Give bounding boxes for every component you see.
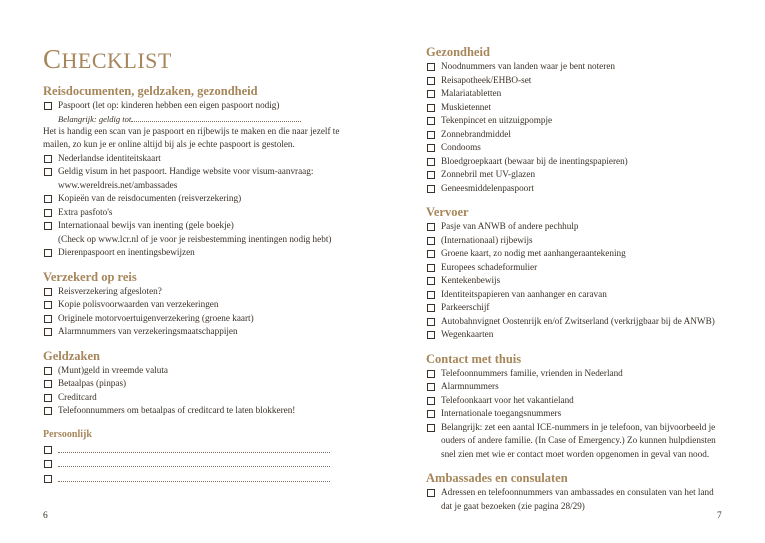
checkbox[interactable]: [44, 102, 52, 110]
checkbox[interactable]: [427, 264, 435, 272]
checklist-item: Betaalpas (pinpas): [43, 377, 343, 391]
checklist-item: Paspoort (let op: kinderen hebben een eigen paspoort nodig): [43, 99, 343, 113]
checkbox[interactable]: [427, 223, 435, 231]
checkbox[interactable]: [44, 394, 52, 402]
checklist-item: Europees schadeformulier: [426, 261, 726, 275]
checkbox[interactable]: [427, 171, 435, 179]
checkbox[interactable]: [427, 237, 435, 245]
checklist-item: Muskietennet: [426, 101, 726, 115]
section-title: Vervoer: [426, 205, 469, 219]
checklist-item: Telefoonnummers om betaalpas of creditcard te laten blokkeren!: [43, 404, 343, 418]
checklist-item: Telefoonnummers familie, vrienden in Nederland: [426, 367, 726, 381]
left-column: [43, 46, 343, 496]
checkbox[interactable]: [44, 222, 52, 230]
checkbox[interactable]: [44, 460, 52, 468]
checkbox[interactable]: [44, 209, 52, 217]
checkbox[interactable]: [44, 195, 52, 203]
item-continuation: www.wereldreis.net/ambassades: [58, 179, 178, 190]
checkbox[interactable]: [44, 367, 52, 375]
checklist-item: Originele motorvoertuigenverzekering (groene kaart): [43, 312, 343, 326]
right-column: [426, 45, 726, 523]
checkbox[interactable]: [427, 331, 435, 339]
checkbox[interactable]: [427, 104, 435, 112]
section-title: Reisdocumenten, geldzaken, gezondheid: [43, 84, 258, 98]
page-number: 6: [43, 511, 48, 521]
section-ambassades: [426, 471, 726, 513]
checkbox[interactable]: [44, 288, 52, 296]
checklist-item: Wegenkaarten: [426, 328, 726, 342]
item-continuation: (Check op www.lcr.nl of je voor je reisbestemming inentingen nodig hebt): [58, 233, 332, 244]
section-verzekerd: [43, 270, 343, 339]
section-title: Geldzaken: [43, 348, 100, 363]
checklist-item: (Munt)geld in vreemde valuta: [43, 364, 343, 378]
fill-in-line[interactable]: [58, 472, 330, 482]
checkbox[interactable]: [427, 117, 435, 125]
page-number: 7: [717, 511, 722, 521]
checkbox[interactable]: [44, 380, 52, 388]
checklist-item: Noodnummers van landen waar je bent noteren: [426, 60, 726, 74]
checklist-item: Pasje van ANWB of andere pechhulp: [426, 220, 726, 234]
section-title: Ambassades en consulaten: [426, 471, 568, 485]
fill-in-line[interactable]: [58, 443, 330, 453]
section-title: Persoonlijk: [43, 428, 92, 440]
checkbox[interactable]: [427, 318, 435, 326]
checkbox[interactable]: [44, 328, 52, 336]
section-title: Contact met thuis: [426, 351, 522, 366]
checklist-item: Reisverzekering afgesloten?: [43, 285, 343, 299]
checkbox[interactable]: [427, 131, 435, 139]
blank-checklist-item: [43, 472, 343, 487]
checkbox[interactable]: [427, 370, 435, 378]
checkbox[interactable]: [44, 407, 52, 415]
checklist-item: Zonnebril met UV-glazen: [426, 168, 726, 182]
info-paragraph: Het is handig een scan van je paspoort en rijbewijs te maken en die naar jezelf te mailen, zo kun je er online altijd bij als je echte paspoort is gestolen.: [43, 125, 340, 149]
checklist-item: Parkeerschijf: [426, 301, 726, 315]
checklist-item: Adressen en telefoonnummers van ambassades en consulaten van het land dat je gaat bezoeken (zie pagina 28/29): [426, 486, 726, 513]
checklist-item: Kopieën van de reisdocumenten (reisverzekering): [43, 192, 343, 206]
checkbox[interactable]: [44, 155, 52, 163]
checkbox[interactable]: [427, 250, 435, 258]
checklist-item: Telefoonkaart voor het vakantieland: [426, 394, 726, 408]
checkbox[interactable]: [427, 185, 435, 193]
checkbox[interactable]: [427, 424, 435, 432]
section-gezondheid: [426, 45, 726, 195]
checkbox[interactable]: [44, 315, 52, 323]
checkbox[interactable]: [427, 90, 435, 98]
checklist-item: Malariatabletten: [426, 87, 726, 101]
section-title: Verzekerd op reis: [43, 269, 137, 284]
checklist-item: Internationaal bewijs van inenting (gele boekje): [43, 219, 343, 233]
checklist-item: Belangrijk: zet een aantal ICE-nummers in je telefoon, van bijvoorbeeld je ouders of andere familie. (In Case of Emergency.) Zo kunnen hulpdiensten snel zien met wie er contact moet worden opgenomen in geval van nood.: [426, 421, 726, 462]
checklist-item: Reisapotheek/EHBO-set: [426, 74, 726, 88]
fill-in-line[interactable]: [58, 457, 330, 467]
checklist-item: Geneesmiddelenpaspoort: [426, 182, 726, 196]
checkbox[interactable]: [427, 144, 435, 152]
checklist-item: Autobahnvignet Oostenrijk en/of Zwitserland (verkrijgbaar bij de ANWB): [426, 315, 726, 329]
checklist-item: Zonnebrandmiddel: [426, 128, 726, 142]
checkbox[interactable]: [44, 249, 52, 257]
checklist-item: Extra pasfoto's: [43, 206, 343, 220]
checkbox[interactable]: [427, 397, 435, 405]
checkbox[interactable]: [427, 63, 435, 71]
checklist-item: Alarmnummers: [426, 380, 726, 394]
checkbox[interactable]: [427, 277, 435, 285]
right-page: [383, 0, 765, 543]
page-title: CHECKLIST: [43, 44, 172, 74]
blank-checklist-item: [43, 457, 343, 472]
checkbox[interactable]: [44, 301, 52, 309]
checkbox[interactable]: [427, 410, 435, 418]
section-vervoer: [426, 205, 726, 342]
section-contact: [426, 352, 726, 462]
checkbox[interactable]: [427, 77, 435, 85]
checkbox[interactable]: [427, 291, 435, 299]
section-persoonlijk: [43, 428, 343, 487]
checklist-item: Nederlandse identiteitskaart: [43, 152, 343, 166]
checkbox[interactable]: [44, 168, 52, 176]
checklist-item: Groene kaart, zo nodig met aanhangeraantekening: [426, 247, 726, 261]
checkbox[interactable]: [427, 489, 435, 497]
checklist-item: Condooms: [426, 141, 726, 155]
fill-in-line[interactable]: [131, 113, 301, 122]
checklist-item: (Internationaal) rijbewijs: [426, 234, 726, 248]
note-geldig-tot: Belangrijk: geldig tot: [43, 113, 343, 125]
checklist-item: Tekenpincet en uitzuigpompje: [426, 114, 726, 128]
checklist-item: Geldig visum in het paspoort. Handige website voor visum-aanvraag:: [43, 165, 343, 179]
checklist-item: Internationale toegangsnummers: [426, 407, 726, 421]
blank-checklist-item: [43, 443, 343, 458]
checklist-item: Kentekenbewijs: [426, 274, 726, 288]
checklist-item: Dierenpaspoort en inentingsbewijzen: [43, 246, 343, 260]
section-geldzaken: [43, 349, 343, 418]
left-page: [0, 0, 382, 543]
section-title: Gezondheid: [426, 45, 490, 59]
checklist-item: Kopie polisvoorwaarden van verzekeringen: [43, 298, 343, 312]
section-reisdocumenten: [43, 84, 343, 260]
checklist-item: Identiteitspapieren van aanhanger en caravan: [426, 288, 726, 302]
checkbox[interactable]: [44, 446, 52, 454]
checkbox[interactable]: [427, 158, 435, 166]
checkbox[interactable]: [427, 304, 435, 312]
checklist-item: Creditcard: [43, 391, 343, 405]
checklist-item: Alarmnummers van verzekeringsmaatschappijen: [43, 325, 343, 339]
checklist-item: Bloedgroepkaart (bewaar bij de inentingspapieren): [426, 155, 726, 169]
checkbox[interactable]: [427, 383, 435, 391]
checkbox[interactable]: [44, 475, 52, 483]
